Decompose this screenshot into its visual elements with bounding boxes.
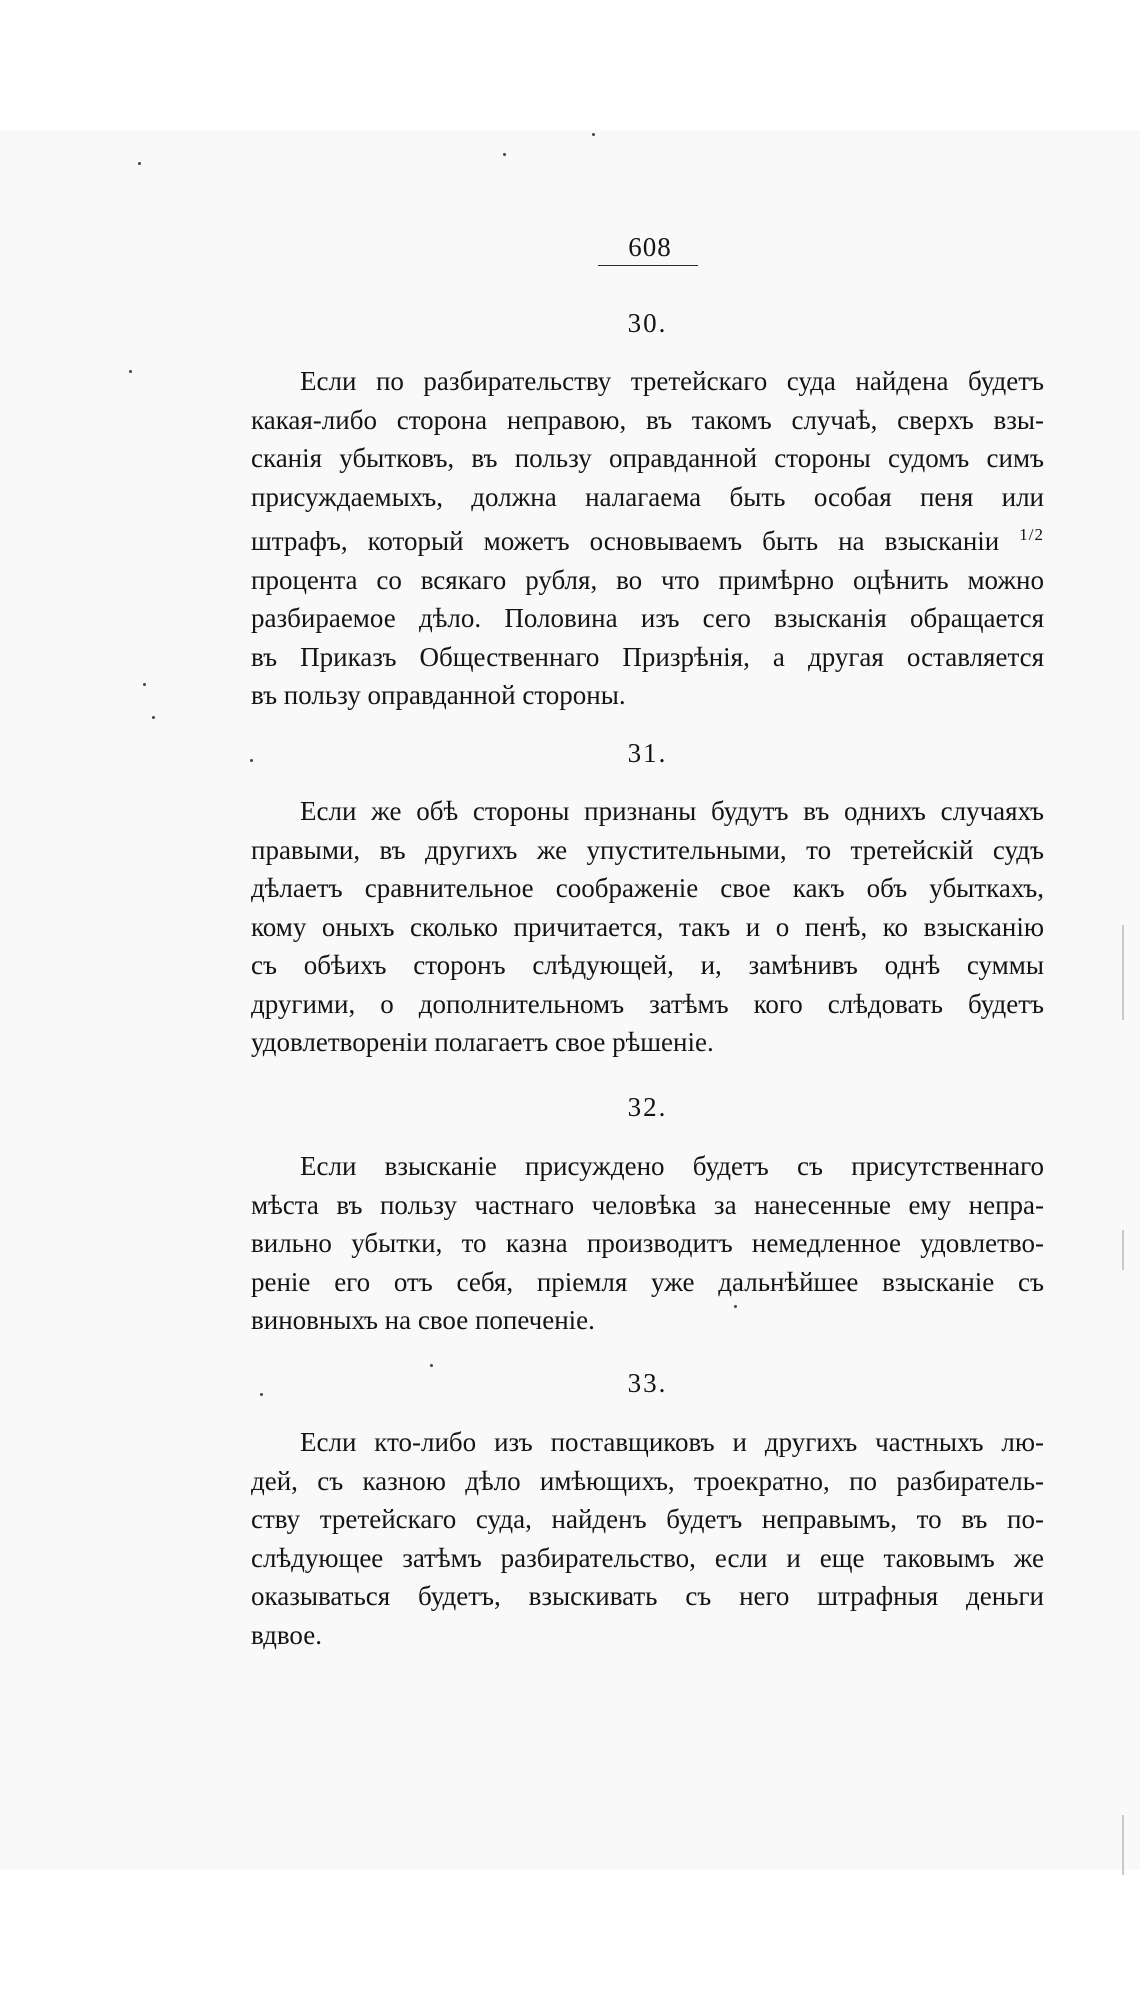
margin-mark [1122,925,1124,1020]
margin-mark [1122,1815,1124,1875]
text-line: сканія убытковъ, въ пользу оправданной стороны судомъ симъ [251,443,1044,473]
text-line: удовлетвореніи полагаетъ свое рѣшеніе. [251,1027,714,1057]
text-line: разбираемое дѣло. Половина изъ сего взысканія обращается [251,603,1044,633]
text-line: въ Приказъ Общественнаго Призрѣнія, а другая оставляется [251,641,1044,672]
text-line: другими, о дополнительномъ затѣмъ кого слѣдовать будетъ [251,988,1044,1019]
section-number: 31. [627,738,668,768]
section-paragraph [251,1423,1044,1654]
text-line: реніе его отъ себя, пріемля уже дальнѣйшее взысканіе съ [251,1266,1044,1297]
text-line: ству третейскаго суда, найденъ будетъ неправымъ, то въ по- [251,1504,1044,1534]
scan-speck [592,133,595,136]
margin-mark [1122,1230,1124,1270]
text-line: оказываться будетъ, взыскивать съ него штрафныя деньги [251,1581,1044,1611]
scan-speck [260,1393,263,1396]
section-number: 32. [627,1092,668,1122]
scan-speck [250,759,253,762]
section-number: 30. [627,308,668,338]
section-number: 33. [627,1368,668,1398]
section-paragraph [251,1147,1044,1340]
page-number-rule [598,265,698,266]
text-line: мѣста въ пользу частнаго человѣка за нанесенные ему непра- [251,1189,1044,1220]
text-line: Если же обѣ стороны признаны будутъ въ однихъ случаяхъ [300,796,1044,826]
text-line: дей, съ казною дѣло имѣющихъ, троекратно, по разбиратель- [251,1465,1044,1496]
text-line: правыми, въ другихъ же упустительными, то третейскій судъ [251,834,1044,865]
scan-speck [138,162,141,165]
text-line: Если взысканіе присуждено будетъ съ присутственнаго [300,1151,1044,1181]
scan-speck [143,683,146,686]
scan-speck [152,716,155,719]
text-line: Если по разбирательству третейскаго суда найдена будетъ [300,366,1044,396]
text-line: въ пользу оправданной стороны. [251,680,626,710]
text-line: виновныхъ на свое попеченіе. [251,1305,595,1335]
text-line: слѣдующее затѣмъ разбирательство, если и еще таковымъ же [251,1542,1044,1573]
section-paragraph [251,792,1044,1062]
text-line: процента со всякаго рубля, во что примѣрно оцѣнить можно [251,564,1044,595]
fraction: 1/2 [1019,525,1044,544]
text-line: съ обѣихъ сторонъ слѣдующей, и, замѣнивъ однѣ суммы [251,950,1044,980]
text-line: штрафъ, который можетъ основываемъ быть на взысканіи [251,526,1000,556]
text-line: присуждаемыхъ, должна налагаема быть особая пеня или [251,481,1044,512]
text-line: какая-либо сторона неправою, въ такомъ случаѣ, сверхъ взы- [251,404,1044,435]
page-number: 608 [628,232,672,262]
text-line-with-fraction [251,516,1044,561]
text-line: кому оныхъ сколько причитается, такъ и о пенѣ, ко взысканію [251,911,1044,942]
text-line: дѣлаетъ сравнительное соображеніе свое какъ объ убыткахъ, [251,873,1044,903]
scan-speck [430,1364,433,1367]
text-line: вдвое. [251,1619,322,1650]
scan-speck [503,153,506,156]
text-line: Если кто-либо изъ поставщиковъ и другихъ частныхъ лю- [300,1427,1044,1457]
scan-speck [129,370,132,373]
text-line: вильно убытки, то казна производитъ немедленное удовлетво- [251,1228,1044,1258]
section-paragraph [251,362,1044,715]
